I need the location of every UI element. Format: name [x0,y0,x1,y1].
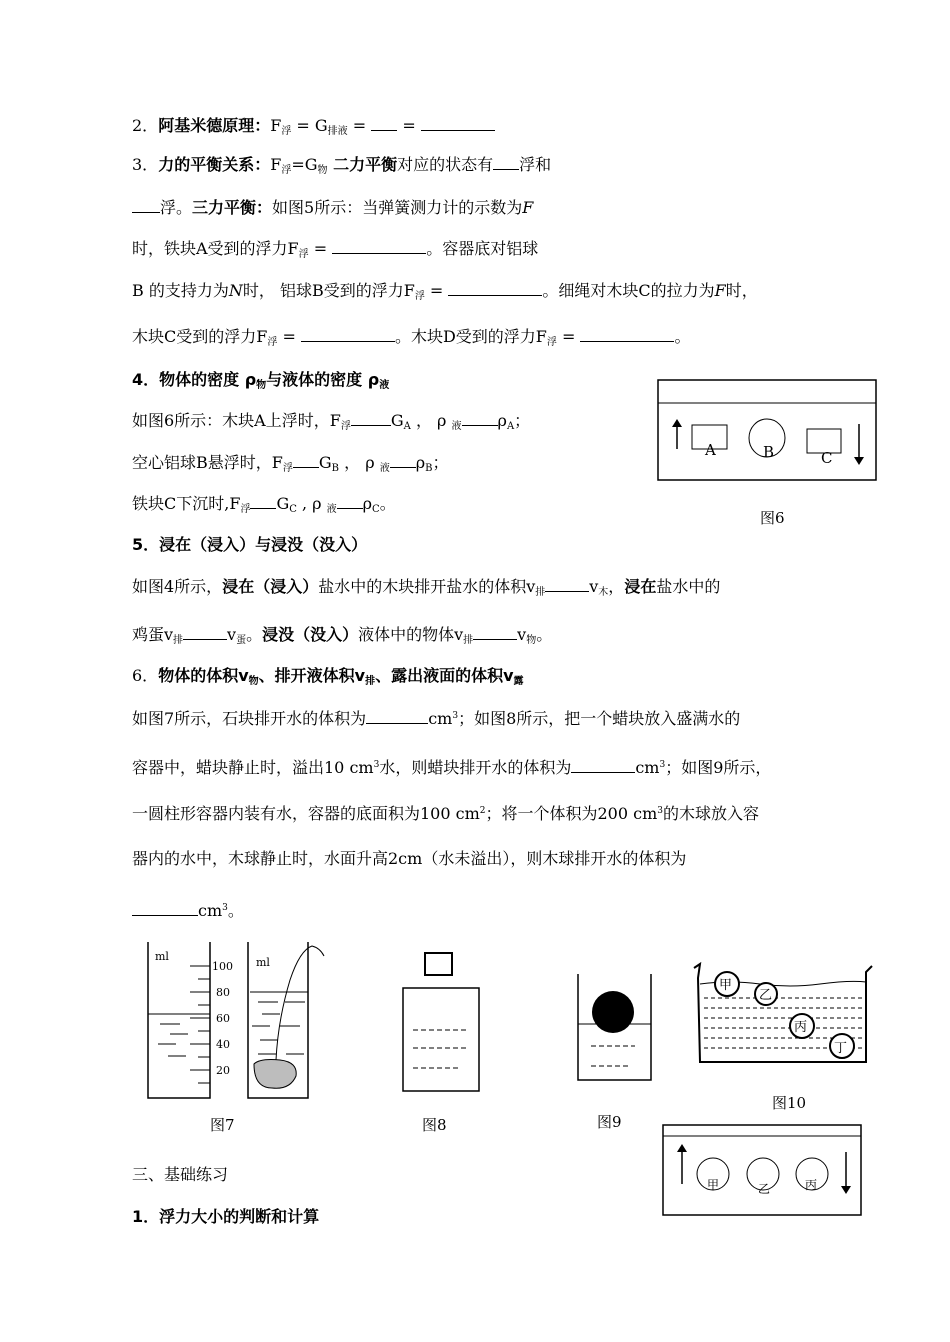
heading-immersion: 5．浸在（浸入）与浸没（没入） [132,535,368,554]
answer-blank[interactable] [250,494,276,509]
ball-ding-label: 丁 [834,1041,848,1056]
ball-bing-label: 丙 [794,1020,808,1035]
tick-label: 80 [216,986,230,999]
answer-blank[interactable] [301,327,395,342]
tick-label: 40 [216,1038,230,1051]
ml-label-left: ml [155,950,169,963]
answer-blank[interactable] [132,198,160,213]
line-hollow-ball: 空心铝球B悬浮时，$F_浮$ $G_B$ ， ρ $_液$ $\rho_B$； [132,453,449,474]
section-basic-practice: 三、基础练习 [132,1165,229,1184]
answer-blank[interactable] [371,116,397,131]
ball-yi-label: 乙 [758,1182,771,1196]
answer-blank[interactable] [351,411,391,426]
answer-blank[interactable] [390,453,416,468]
line-fig9-text-2: 器内的水中，木球静止时，水面升高2cm（水未溢出），则木球排开水的体积为 [132,849,687,868]
subsection-buoyancy: 1．浮力大小的判断和计算 [132,1207,320,1226]
line-wood-block: 木块C受到的浮力$F_浮$ = 。木块D受到的浮力$F_浮$ = 。 [132,327,691,348]
figure-9-container [575,972,655,1084]
answer-blank[interactable] [293,453,319,468]
figure-11-container [660,1122,865,1218]
ball-b-label: B [763,443,775,461]
figure-10-caption: 图10 [772,1094,807,1112]
answer-blank[interactable] [580,327,674,342]
figure-7-caption: 图7 [210,1116,235,1134]
answer-blank[interactable] [183,625,227,640]
ball-jia-label: 甲 [719,978,733,993]
figure-6-diagram [655,377,880,482]
heading-volume: 6．物体的体积$v_物$、排开液体积$v_排$、露出液面的体积$v_露$ [132,666,524,687]
ball-yi-label: 乙 [759,988,773,1003]
tick-label: 60 [216,1012,230,1025]
line-wood-rising: 如图6所示：木块A上浮时，$F_浮$ $G_A$ ， ρ $_液$ $\rho_A$； [132,411,531,432]
line-immersion-wood: 如图4所示，浸在（浸入）盐水中的木块排开盐水的体积$v_排$ $v_木$，浸在盐水中的 [132,577,721,598]
line-balance: 3．力的平衡关系：$F_浮=G_物$ 二力平衡对应的状态有 浮和 [132,155,552,176]
answer-blank[interactable] [473,625,517,640]
figure-10-container [690,962,878,1074]
figure-6-caption: 图6 [760,509,785,527]
answer-blank[interactable] [462,411,498,426]
line-iron-sinking: 铁块C下沉时$,F_浮$ $G_C$ , ρ $_液$ $\rho_C$。 [132,494,396,515]
answer-blank[interactable] [493,155,519,170]
block-c-label: C [821,449,833,467]
heading-density: 4．物体的密度 $\rho_物$与液体的密度 $\rho_液$ [132,370,390,391]
answer-blank[interactable] [571,758,635,773]
answer-blank[interactable] [332,239,426,254]
ball-jia-label: 甲 [707,1178,720,1192]
figure-8-caption: 图8 [422,1116,447,1134]
line-fig8-text: 容器中，蜡块静止时，溢出10 $cm^3$水，则蜡块排开水的体积为 $cm^3$；如图9所示， [132,758,772,777]
figure-9-caption: 图9 [597,1113,622,1131]
line-immersion-egg: 鸡蛋$v_排$ $v_蛋$。浸没（没入）液体中的物体$v_排$ $v_物$。 [132,625,553,646]
line-fig7-text: 如图7所示，石块排开水的体积为 $cm^3$；如图8所示，把一个蜡块放入盛满水的 [132,709,741,728]
block-a-label: A [705,441,716,459]
line-fig9-answer: $cm^3$。 [132,898,244,921]
ball-bing-label: 丙 [805,1178,818,1192]
line-aluminum-ball: B 的支持力为N时， 铝球B受到的浮力$F_浮$ = 。细绳对木块C的拉力为F时， [132,281,758,302]
tick-label: 100 [212,960,233,973]
figure-8-container [400,950,482,1095]
answer-blank[interactable] [337,494,363,509]
answer-blank[interactable] [448,281,542,296]
answer-blank[interactable] [421,116,495,131]
line-iron-block: 时，铁块A受到的浮力$F_浮$ = 。容器底对铝球 [132,239,539,260]
line-fig9-text: 一圆柱形容器内装有水，容器的底面积为100 $cm^2$；将一个体积为200 $cm^3$的木球放入容 [132,804,760,823]
answer-blank[interactable] [132,901,198,916]
line-archimedes: 2．阿基米德原理：$F_浮 = G_{排液}$ = = [132,116,495,142]
tick-label: 20 [216,1064,230,1077]
answer-blank[interactable] [366,709,428,724]
ml-label-right: ml [256,956,270,969]
answer-blank[interactable] [545,577,589,592]
figure-7-cylinders [140,940,340,1105]
line-three-force: 浮。三力平衡：如图5所示：当弹簧测力计的示数为F [132,198,533,218]
